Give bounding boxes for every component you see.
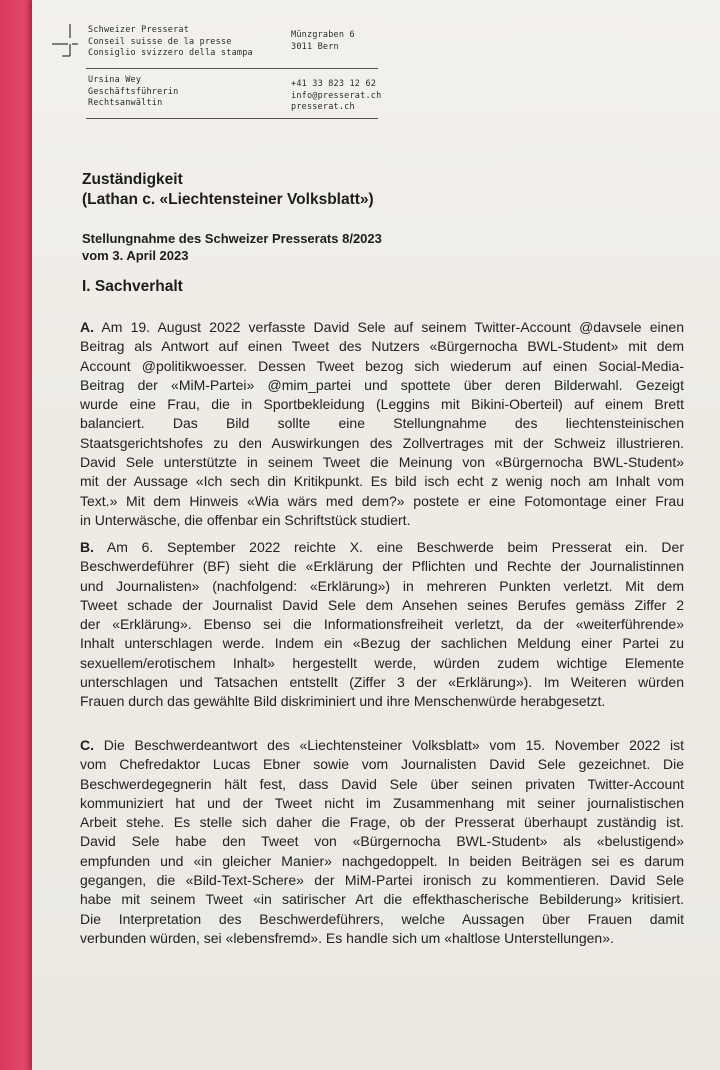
subtitle-line-1: Stellungnahme des Schweizer Presserats 8/2023	[82, 231, 382, 246]
document-subtitle	[82, 230, 382, 264]
person-profession: Rechtsanwältin	[88, 98, 163, 108]
paragraph-label: B.	[80, 539, 94, 555]
org-names	[88, 25, 253, 60]
paragraph-line: in Unterwäsche, die offenbar ein Schriftstück studiert.	[80, 511, 411, 528]
paragraph-line: wurde eine Frau, die in Sportbekleidung (Leggins mit Bikini-Oberteil) auf einem Brett	[80, 396, 684, 413]
paragraph-line: balanciert. Das Bild sollte eine Stellungnahme des liechtensteinischen	[80, 415, 684, 432]
section-heading: I. Sachverhalt	[82, 278, 183, 295]
paragraph-line: Beitrag als Antwort auf einen Tweet des Nutzers «Bürgernocha BWL-Student» mit dem	[80, 338, 684, 355]
paragraph-line: empfunden und «in gleicher Manier» nachgedoppelt. In beiden Beiträgen sei es darum	[80, 852, 684, 869]
paragraph-line: sexuellem/erotischem Inhalt» hergestellt werde, würden zudem wichtige Elemente	[80, 654, 684, 671]
paragraph-line: verbunden würden, sei «lebensfremd». Es handle sich um «haltlose Unterstellungen».	[80, 929, 614, 946]
paragraph-line: mit der Aussage «Ich sech din Kritikpunkt. Es bild isch echt z wenig noch am Inhalt vom	[80, 473, 684, 490]
paragraph-line: Arbeit stehe. Es stelle sich daher die Frage, ob der Presserat überhaupt zuständig ist.	[80, 814, 684, 831]
paragraph-line: Die Interpretation des Beschwerdeführers, welche Aussagen über Frauen damit	[80, 910, 684, 927]
email: info@presserat.ch	[291, 90, 382, 101]
paragraph-line: C. Die Beschwerdeantwort des «Liechtensteiner Volksblatt» vom 15. November 2022 ist	[80, 737, 684, 753]
header-divider	[86, 68, 378, 69]
contact-block	[291, 79, 381, 114]
paragraph-line: Account @politikwoesser. Dessen Tweet bezog sich wiederum auf einen Social-Media-	[80, 357, 684, 374]
paragraph-line: der «Erklärung». Ebenso sei die Informationsfreiheit verletzt, da der «weiterführende»	[80, 616, 684, 633]
contact-divider	[86, 118, 378, 119]
website: presserat.ch	[291, 102, 355, 112]
person-name: Ursina Wey	[88, 75, 142, 85]
street: Münzgraben 6	[291, 30, 355, 40]
org-name-de: Schweizer Presserat	[88, 25, 190, 35]
paragraph-b	[80, 538, 684, 712]
org-name-it: Consiglio svizzero della stampa	[88, 48, 253, 58]
title-line-2: (Lathan c. «Liechtensteiner Volksblatt»)	[82, 191, 374, 208]
subtitle-line-2: vom 3. April 2023	[82, 248, 189, 263]
paragraph-line: kommuniziert hat und der Tweet nicht im Zusammenhang mit seiner journalistischen	[80, 794, 684, 811]
person-block	[88, 75, 178, 110]
paragraph-line: Inhalt unterschlagen werde. Indem ein «Bezug der sachlichen Meldung einer Partei zu	[80, 635, 684, 652]
paragraph-line: Tweet schade der Journalist David Sele dem Ansehen seines Berufes gemäss Ziffer 2	[80, 596, 684, 613]
title-line-1: Zuständigkeit	[82, 171, 183, 188]
red-folder-edge	[0, 0, 34, 1070]
paragraph-line: vom Chefredaktor Lucas Ebner sowie vom Journalisten David Sele gezeichnet. Die	[80, 756, 684, 773]
phone: +41 33 823 12 62	[291, 79, 377, 89]
paragraph-line: Staatsgerichtshofes zu den Auswirkungen des Zollvertrages mit der Schweiz illustrieren.	[80, 434, 684, 451]
paragraph-line: Beitrag der «MiM-Partei» @mim_partei und spottete über deren Bilderwahl. Gezeigt	[80, 376, 684, 393]
paragraph-line: Frauen durch das gewählte Bild diskriminiert und ihre Menschenwürde herabgesetzt.	[80, 693, 606, 710]
paragraph-line: gegangen, die «Bild-Text-Schere» der MiM-Partei ironisch zu kommentieren. David Sele	[80, 872, 684, 889]
address-block	[291, 30, 355, 53]
paragraph-line: A. Am 19. August 2022 verfasste David Sele auf seinem Twitter-Account @davsele einen	[80, 319, 684, 335]
city: 3011 Bern	[291, 41, 339, 52]
paragraph-a	[80, 318, 684, 530]
paragraph-line: Text.» Mit dem Hinweis «Wia wärs med dem?» postete er eine Fotomontage einer Frau	[80, 492, 684, 509]
paragraph-line: David Sele unterstützte in seinem Tweet die Meinung von «Bürgernocha BWL-Student»	[80, 454, 684, 471]
paragraph-label: A.	[80, 319, 94, 335]
paragraph-line: habe mit seinem Tweet «in satirischer Art die effekthascherische Bebilderung» kritisiert.	[80, 891, 684, 908]
paragraph-c	[80, 736, 684, 948]
paragraph-line: David Sele habe den Tweet von «Bürgernocha BWL-Student» als «belustigend»	[80, 833, 684, 850]
paragraph-line: Beschwerdegegnerin hält fest, dass David Sele über seinen privaten Twitter-Account	[80, 775, 684, 792]
paragraph-line: unterschlagen und Tatsachen entstellt (Ziffer 3 der «Erklärung»). Im Weiteren würden	[80, 674, 684, 691]
paragraph-line: und Journalisten» (nachfolgend: «Erklärung») in mehreren Punkten verletzt. Mit dem	[80, 577, 684, 594]
paragraph-line: Beschwerdeführer (BF) sieht die «Erklärung der Pflichten und Rechte der Journalistinnen	[80, 558, 684, 575]
org-name-fr: Conseil suisse de la presse	[88, 36, 232, 47]
presserat-logo-icon	[50, 22, 80, 62]
document-title	[82, 170, 374, 210]
paragraph-line: B. Am 6. September 2022 reichte X. eine Beschwerde beim Presserat ein. Der	[80, 539, 684, 555]
person-role: Geschäftsführerin	[88, 86, 179, 97]
paragraph-label: C.	[80, 737, 94, 753]
